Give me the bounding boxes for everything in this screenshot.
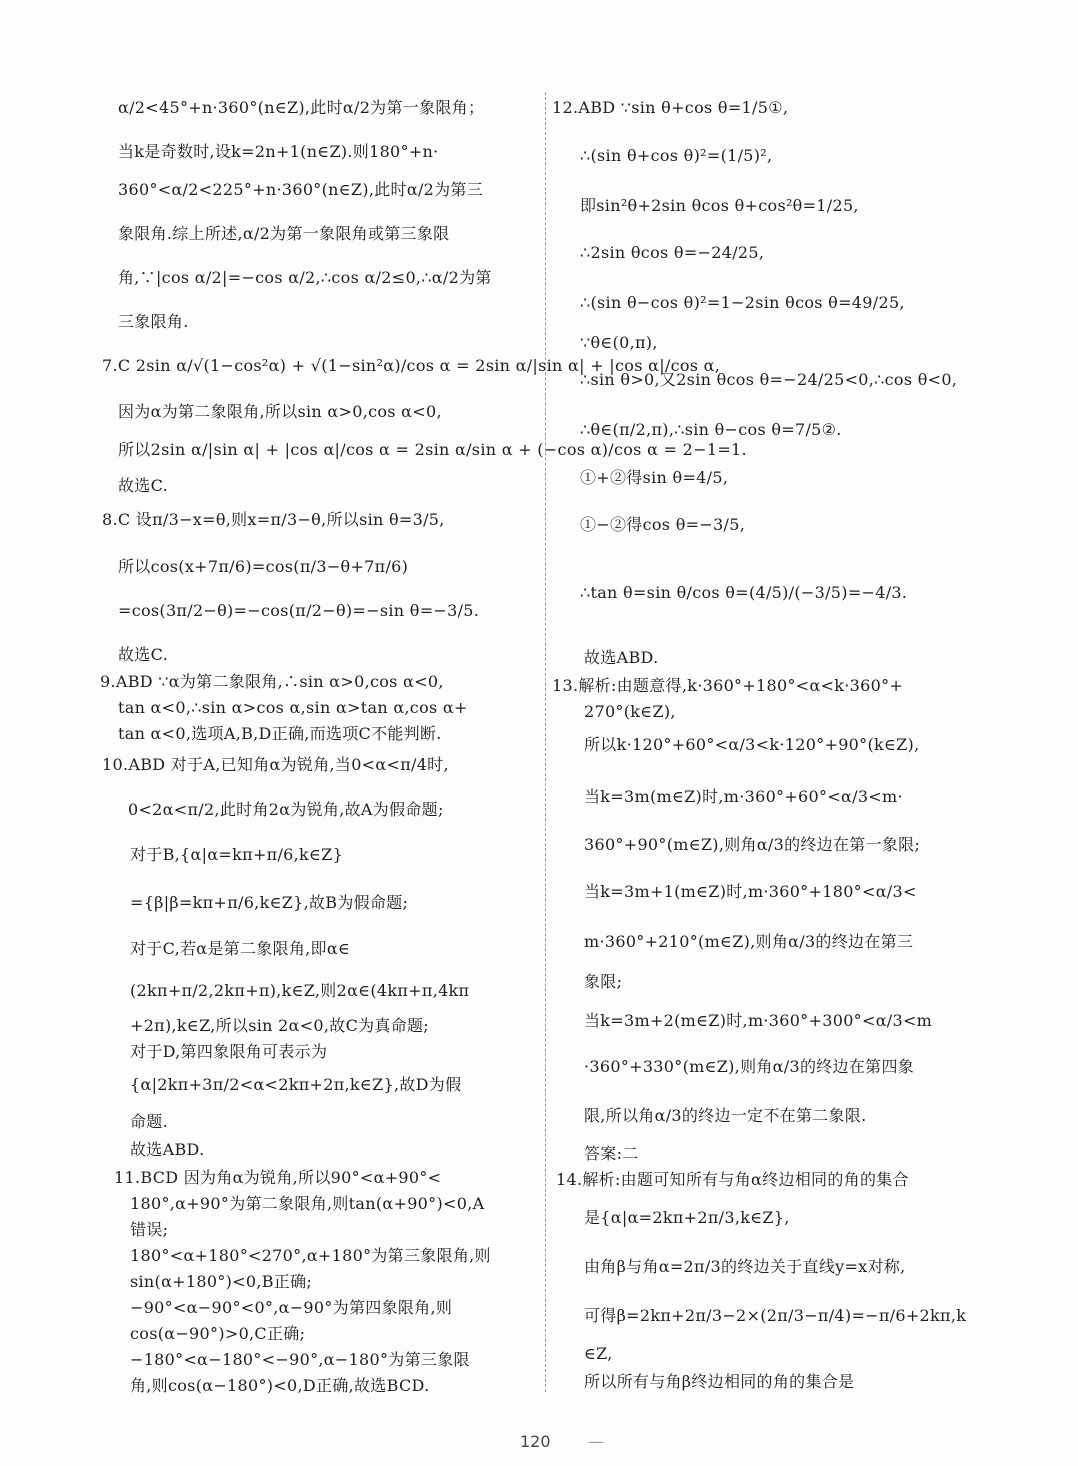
- left-line: +2π),k∈Z,所以sin 2α<0,故C为真命题;: [130, 1016, 429, 1035]
- left-line: 所以2sin α/|sin α| + |cos α|/cos α = 2sin α/sin α + (−cos α)/cos α = 2−1=1.: [118, 440, 747, 459]
- left-line: tan α<0,∴sin α>cos α,sin α>tan α,cos α+: [118, 698, 468, 717]
- left-line: 象限角.综上所述,α/2为第一象限角或第三象限: [118, 224, 450, 243]
- column-divider: [545, 92, 546, 1392]
- right-line: ∴2sin θcos θ=−24/25,: [580, 243, 765, 262]
- right-line: 13.解析:由题意得,k·360°+180°<α<k·360°+: [552, 676, 904, 695]
- left-line: 三象限角.: [118, 312, 189, 331]
- right-line: 当k=3m+1(m∈Z)时,m·360°+180°<α/3<: [584, 882, 917, 901]
- left-line: 故选ABD.: [130, 1140, 205, 1159]
- left-line: 因为α为第二象限角,所以sin α>0,cos α<0,: [118, 402, 442, 421]
- right-line: 即sin²θ+2sin θcos θ+cos²θ=1/25,: [580, 196, 859, 215]
- right-line: 270°(k∈Z),: [584, 702, 676, 721]
- left-line: tan α<0,选项A,B,D正确,而选项C不能判断.: [118, 724, 442, 743]
- left-line: 对于D,第四象限角可表示为: [130, 1042, 328, 1061]
- right-line: ∴tan θ=sin θ/cos θ=(4/5)/(−3/5)=−4/3.: [580, 583, 908, 602]
- right-line: ∈Z,: [584, 1344, 613, 1363]
- right-line: ①−②得cos θ=−3/5,: [580, 515, 746, 534]
- left-line: sin(α+180°)<0,B正确;: [130, 1272, 313, 1291]
- right-line: ∴(sin θ−cos θ)²=1−2sin θcos θ=49/25,: [580, 293, 905, 312]
- left-line: α/2<45°+n·360°(n∈Z),此时α/2为第一象限角；: [118, 98, 485, 117]
- left-line: (2kπ+π/2,2kπ+π),k∈Z,则2α∈(4kπ+π,4kπ: [130, 981, 470, 1000]
- right-line: 12.ABD ∵sin θ+cos θ=1/5①,: [552, 98, 789, 117]
- page-number: 120: [520, 1432, 551, 1451]
- right-line: ·360°+330°(m∈Z),则角α/3的终边在第四象: [584, 1057, 915, 1076]
- left-line: 180°<α+180°<270°,α+180°为第三象限角,则: [130, 1246, 491, 1265]
- left-line: ={β|β=kπ+π/6,k∈Z},故B为假命题;: [130, 893, 409, 912]
- right-line: 可得β=2kπ+2π/3−2×(2π/3−π/4)=−π/6+2kπ,k: [584, 1306, 967, 1325]
- right-line: ∴sin θ>0,又2sin θcos θ=−24/25<0,∴cos θ<0,: [580, 370, 958, 389]
- left-line: 9.ABD ∵α为第二象限角,∴sin α>0,cos α<0,: [100, 672, 444, 691]
- left-line: 故选C.: [118, 645, 168, 664]
- left-line: 命题.: [130, 1112, 168, 1131]
- left-line: 故选C.: [118, 476, 168, 495]
- left-line: 所以cos(x+7π/6)=cos(π/3−θ+7π/6): [118, 557, 409, 576]
- left-line: −90°<α−90°<0°,α−90°为第四象限角,则: [130, 1298, 453, 1317]
- left-line: cos(α−90°)>0,C正确;: [130, 1324, 306, 1343]
- left-line: 8.C 设π/3−x=θ,则x=π/3−θ,所以sin θ=3/5,: [102, 510, 445, 529]
- right-line: 限,所以角α/3的终边一定不在第二象限.: [584, 1106, 867, 1125]
- left-line: 360°<α/2<225°+n·360°(n∈Z),此时α/2为第三: [118, 180, 484, 199]
- left-line: 对于C,若α是第二象限角,即α∈: [130, 939, 351, 958]
- left-line: 当k是奇数时,设k=2n+1(n∈Z).则180°+n·: [118, 142, 439, 161]
- left-line: 错误;: [130, 1220, 169, 1239]
- right-line: ∴(sin θ+cos θ)²=(1/5)²,: [580, 146, 773, 165]
- right-line: 故选ABD.: [584, 648, 659, 667]
- left-line: {α|2kπ+3π/2<α<2kπ+2π,k∈Z},故D为假: [130, 1075, 462, 1094]
- right-line: m·360°+210°(m∈Z),则角α/3的终边在第三: [584, 932, 914, 951]
- left-line: −180°<α−180°<−90°,α−180°为第三象限: [130, 1350, 470, 1369]
- left-line: 11.BCD 因为角α为锐角,所以90°<α+90°<: [114, 1168, 442, 1187]
- right-line: ∵θ∈(0,π),: [580, 333, 658, 352]
- right-line: 象限;: [584, 972, 623, 991]
- right-line: 由角β与角α=2π/3的终边关于直线y=x对称,: [584, 1257, 906, 1276]
- right-line: 答案:二: [584, 1144, 639, 1163]
- right-line: ∴θ∈(π/2,π),∴sin θ−cos θ=7/5②.: [580, 420, 842, 439]
- right-line: 当k=3m(m∈Z)时,m·360°+60°<α/3<m·: [584, 787, 903, 806]
- right-line: 所以所有与角β终边相同的角的集合是: [584, 1372, 855, 1391]
- right-line: 360°+90°(m∈Z),则角α/3的终边在第一象限;: [584, 835, 921, 854]
- left-line: 角,∵|cos α/2|=−cos α/2,∴cos α/2≤0,∴α/2为第: [118, 268, 492, 287]
- right-line: 14.解析:由题可知所有与角α终边相同的角的集合: [556, 1170, 909, 1189]
- left-line: 角,则cos(α−180°)<0,D正确,故选BCD.: [130, 1376, 430, 1395]
- left-line: 对于B,{α|α=kπ+π/6,k∈Z}: [130, 845, 344, 864]
- left-line: 7.C 2sin α/√(1−cos²α) + √(1−sin²α)/cos α = 2sin α/|sin α| + |cos α|/cos α,: [102, 356, 721, 375]
- left-line: 0<2α<π/2,此时角2α为锐角,故A为假命题;: [128, 800, 444, 819]
- page-dash: —: [588, 1432, 604, 1451]
- right-line: 当k=3m+2(m∈Z)时,m·360°+300°<α/3<m: [584, 1011, 933, 1030]
- right-line: ①+②得sin θ=4/5,: [580, 468, 729, 487]
- left-line: 180°,α+90°为第二象限角,则tan(α+90°)<0,A: [130, 1194, 485, 1213]
- right-line: 所以k·120°+60°<α/3<k·120°+90°(k∈Z),: [584, 735, 920, 754]
- right-line: 是{α|α=2kπ+2π/3,k∈Z},: [584, 1208, 790, 1227]
- left-line: 10.ABD 对于A,已知角α为锐角,当0<α<π/4时,: [102, 755, 449, 774]
- left-line: =cos(3π/2−θ)=−cos(π/2−θ)=−sin θ=−3/5.: [118, 601, 480, 620]
